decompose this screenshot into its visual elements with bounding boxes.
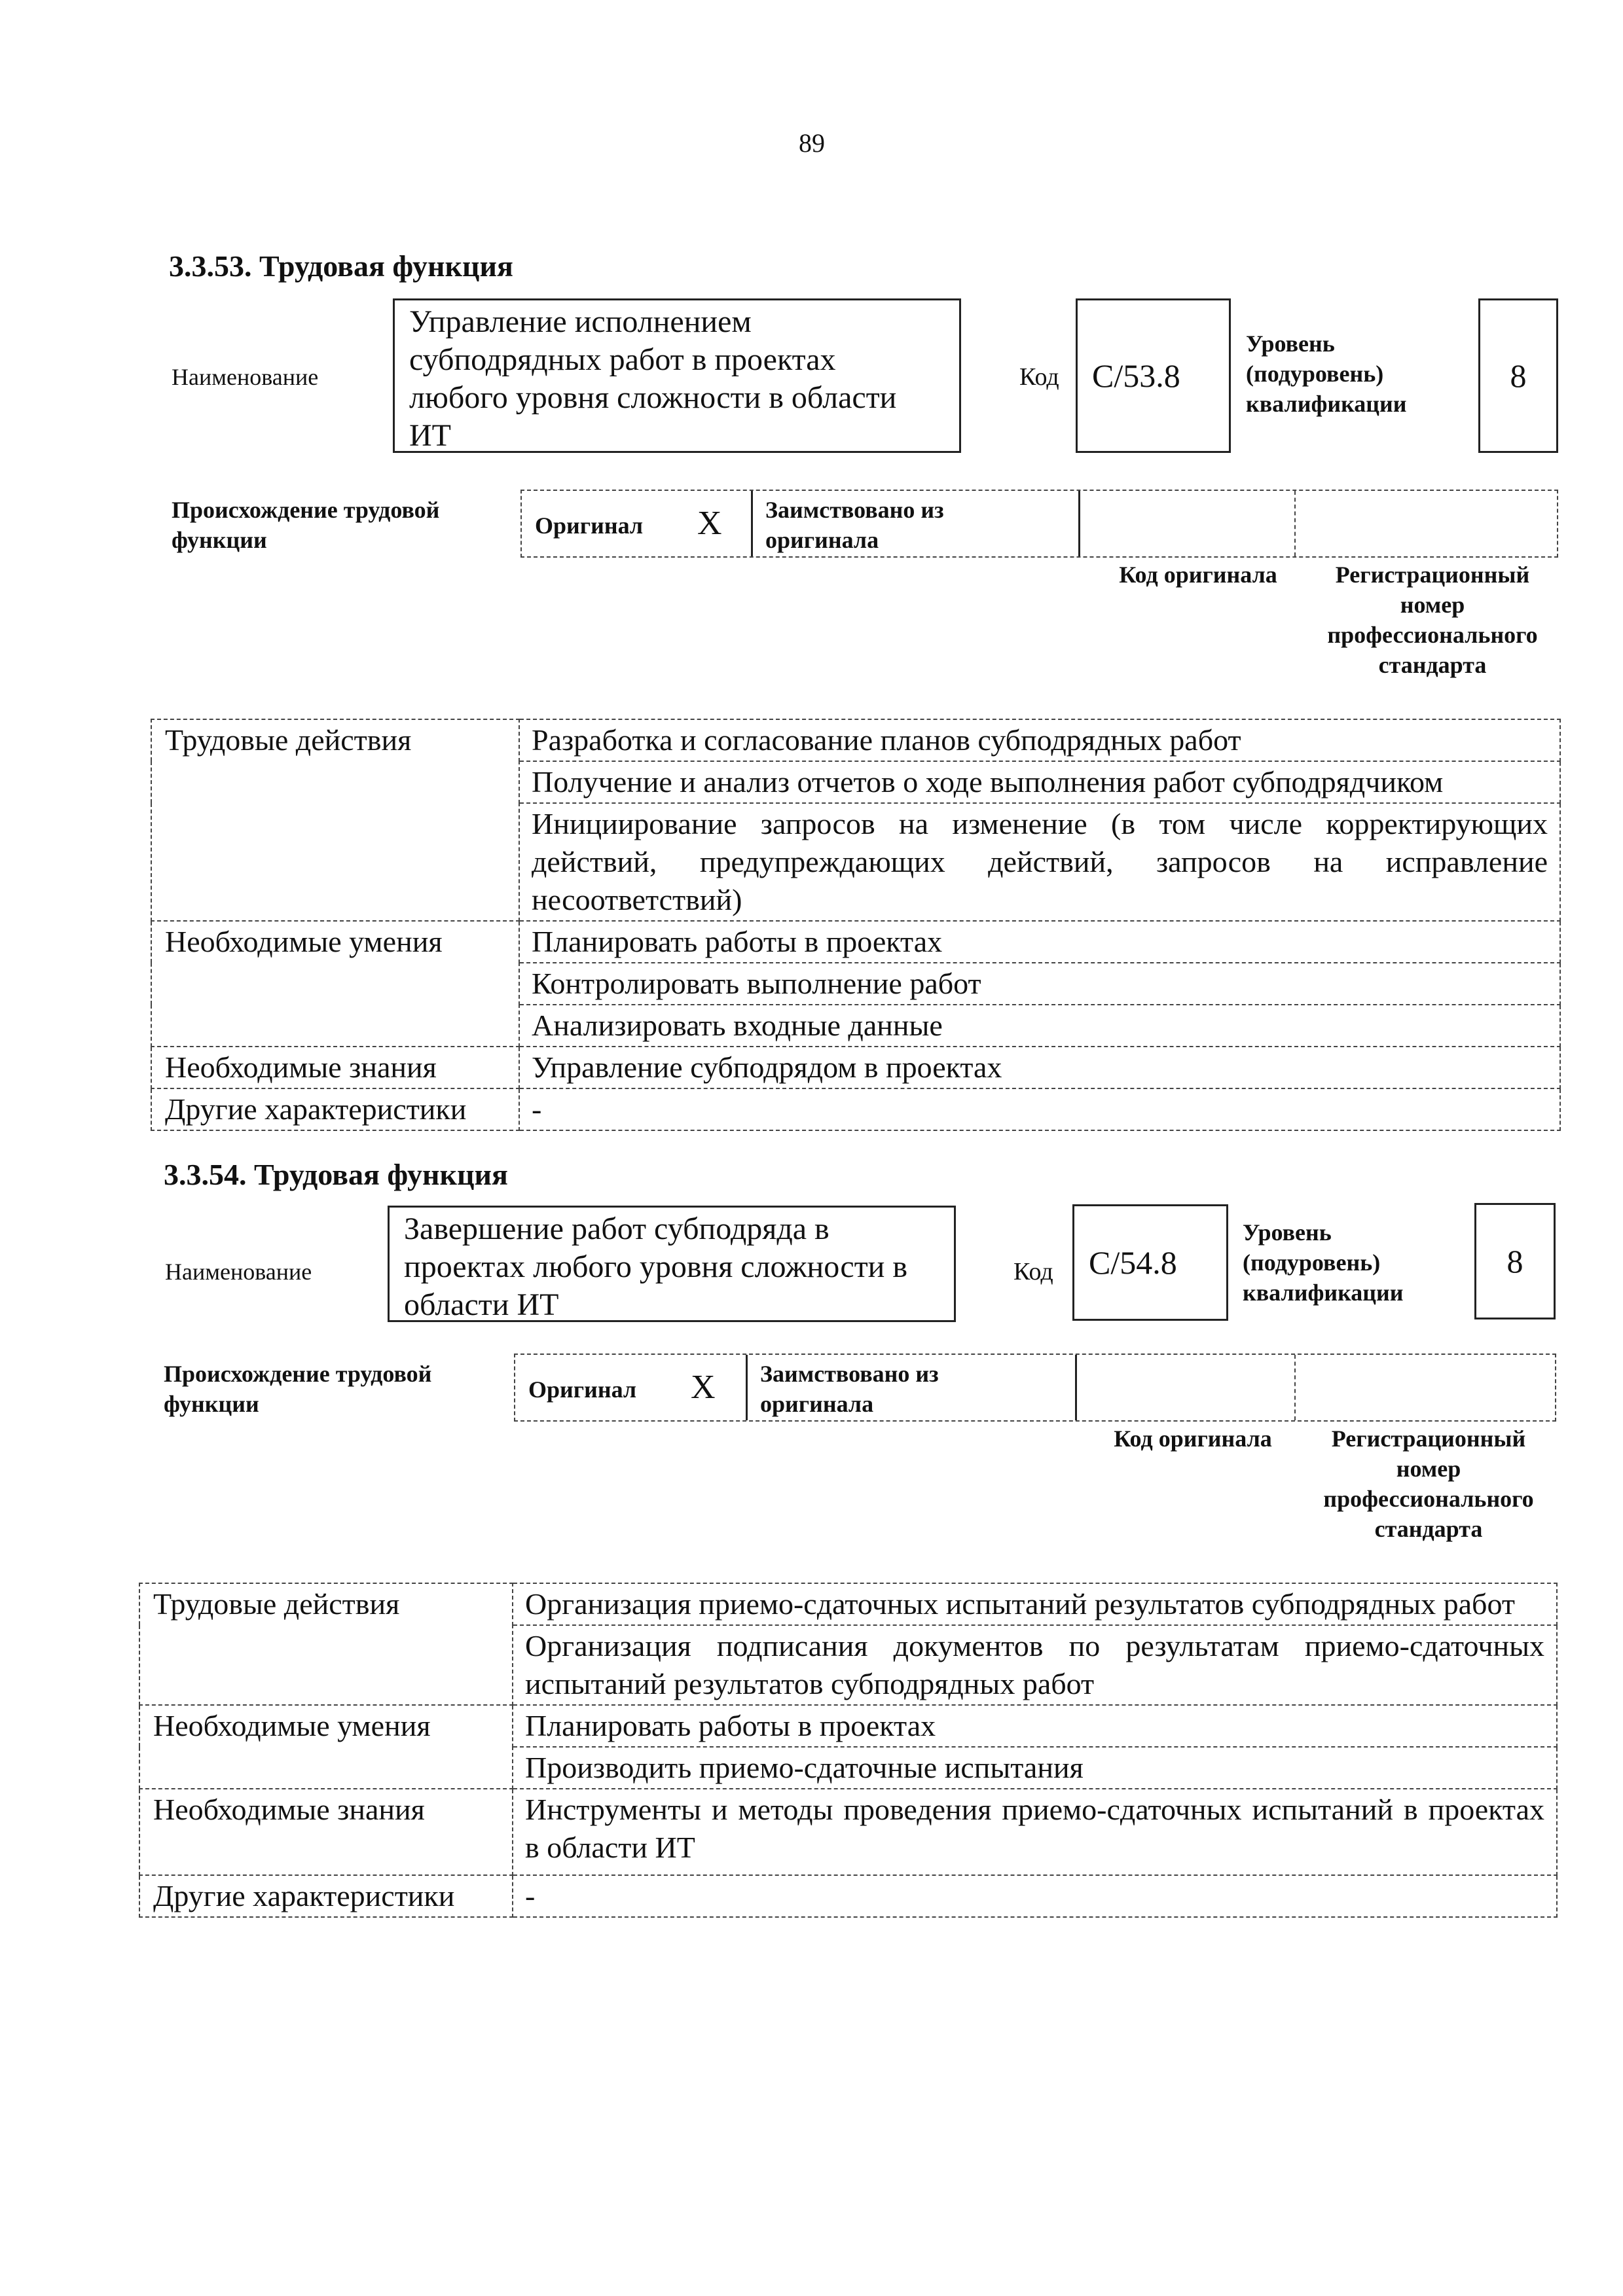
table-cell: Инициирование запросов на изменение (в том числе корректирующих действий, предупреждающих действий, запросов на исправление несоответствий): [519, 803, 1560, 921]
function-name-box-54: [388, 1206, 956, 1322]
origin-borrowed-line: Заимствовано из: [760, 1361, 939, 1387]
level-label-line: Уровень: [1243, 1219, 1332, 1246]
table-row: [151, 719, 1560, 761]
function-name-box-53: [393, 298, 961, 453]
table-row: [139, 1583, 1557, 1625]
name-label-53: Наименование: [172, 364, 319, 390]
function-name-line: любого уровня сложности в области: [409, 380, 897, 415]
table-cell: Планировать работы в проектах: [519, 921, 1560, 963]
table-cell: -: [519, 1088, 1560, 1130]
origin-label-53: [172, 495, 439, 555]
table-cell: Инструменты и методы проведения приемо-сдаточных испытаний в проектах в области ИТ: [513, 1789, 1557, 1875]
level-label-line: (подуровень): [1246, 361, 1384, 387]
code-label-54: Код: [1013, 1258, 1053, 1285]
table-row: [151, 1047, 1560, 1088]
reg-number-line: номер: [1396, 1456, 1461, 1482]
origin-label-line: функции: [164, 1391, 259, 1417]
table-cell: Разработка и согласование планов субподрядных работ: [519, 719, 1560, 761]
row-label-actions: Трудовые действия: [151, 719, 519, 921]
origin-divider: [1078, 491, 1080, 556]
code-box-54: [1072, 1204, 1228, 1321]
origin-borrowed-label: [760, 1359, 939, 1419]
origin-borrowed-line: оригинала: [765, 527, 879, 553]
table-cell: Управление субподрядом в проектах: [519, 1047, 1560, 1088]
reg-number-line: профессионального: [1327, 622, 1538, 648]
row-label-actions: Трудовые действия: [139, 1583, 513, 1705]
code-original-label-54: Код оригинала: [1114, 1426, 1272, 1452]
level-label-line: квалификации: [1243, 1280, 1404, 1306]
origin-borrowed-label: [765, 495, 944, 555]
function-name-line: области ИТ: [404, 1287, 559, 1322]
origin-mark: X: [697, 505, 722, 542]
code-original-label-53: Код оригинала: [1119, 562, 1277, 588]
row-label-knowledge: Необходимые знания: [139, 1789, 513, 1875]
table-row: [139, 1705, 1557, 1747]
page-number: 89: [799, 128, 825, 158]
row-label-knowledge: Необходимые знания: [151, 1047, 519, 1088]
section-title-54: 3.3.54. Трудовая функция: [164, 1158, 508, 1191]
row-label-other: Другие характеристики: [151, 1088, 519, 1130]
origin-label-line: Происхождение трудовой: [172, 497, 440, 523]
reg-number-line: стандарта: [1374, 1516, 1483, 1542]
origin-label-54: [164, 1359, 431, 1419]
row-label-skills: Необходимые умения: [139, 1705, 513, 1789]
origin-borrowed-line: оригинала: [760, 1391, 874, 1417]
reg-number-line: профессионального: [1323, 1486, 1534, 1512]
function-name-line: проектах любого уровня сложности в: [404, 1249, 908, 1284]
reg-number-label-53: [1308, 560, 1557, 680]
code-label-53: Код: [1019, 363, 1059, 391]
origin-original-label: Оригинал: [535, 512, 644, 539]
table-row: [151, 921, 1560, 963]
function-name-line: Завершение работ субподряда в: [404, 1211, 830, 1246]
reg-number-label-54: [1304, 1424, 1553, 1544]
level-value-54: 8: [1506, 1243, 1523, 1280]
function-name-line: ИТ: [409, 418, 451, 453]
origin-divider: [1294, 491, 1296, 556]
origin-divider: [751, 491, 753, 556]
table-cell: Организация подписания документов по результатам приемо-сдаточных испытаний результатов субподрядных работ: [513, 1625, 1557, 1705]
origin-label-line: функции: [172, 527, 267, 553]
reg-number-line: Регистрационный: [1335, 562, 1530, 588]
function-table-53: [151, 719, 1561, 1131]
code-value-53: C/53.8: [1092, 357, 1180, 394]
origin-table-54: [514, 1354, 1556, 1422]
table-cell: Планировать работы в проектах: [513, 1705, 1557, 1747]
table-cell: Контролировать выполнение работ: [519, 963, 1560, 1005]
table-cell: Анализировать входные данные: [519, 1005, 1560, 1047]
reg-number-line: Регистрационный: [1331, 1426, 1526, 1452]
table-cell: Получение и анализ отчетов о ходе выполнения работ субподрядчиком: [519, 761, 1560, 803]
row-label-other: Другие характеристики: [139, 1875, 513, 1917]
reg-number-line: стандарта: [1378, 652, 1487, 678]
origin-label-line: Происхождение трудовой: [164, 1361, 432, 1387]
table-row: [151, 1088, 1560, 1130]
level-label-line: Уровень: [1246, 331, 1335, 357]
table-cell: -: [513, 1875, 1557, 1917]
function-name-line: субподрядных работ в проектах: [409, 342, 836, 377]
level-box-53: [1478, 298, 1558, 453]
level-label-54: [1243, 1217, 1404, 1308]
level-label-line: квалификации: [1246, 391, 1407, 417]
name-label-54: Наименование: [165, 1259, 312, 1285]
origin-divider: [1294, 1355, 1296, 1420]
reg-number-line: номер: [1400, 592, 1465, 618]
origin-borrowed-line: Заимствовано из: [765, 497, 944, 523]
origin-original-label: Оригинал: [528, 1376, 637, 1403]
level-value-53: 8: [1510, 357, 1527, 394]
level-label-line: (подуровень): [1243, 1249, 1381, 1276]
table-row: [139, 1875, 1557, 1917]
table-cell: Производить приемо-сдаточные испытания: [513, 1747, 1557, 1789]
function-name-line: Управление исполнением: [409, 304, 752, 339]
origin-mark: X: [691, 1369, 716, 1406]
row-label-skills: Необходимые умения: [151, 921, 519, 1047]
table-row: [139, 1789, 1557, 1875]
code-value-54: C/54.8: [1089, 1244, 1177, 1281]
origin-table-53: [520, 490, 1558, 558]
table-cell: Организация приемо-сдаточных испытаний результатов субподрядных работ: [513, 1583, 1557, 1625]
level-label-53: [1246, 329, 1407, 419]
level-box-54: [1474, 1203, 1556, 1319]
section-title-53: 3.3.53. Трудовая функция: [169, 249, 513, 283]
origin-divider: [746, 1355, 748, 1420]
origin-divider: [1075, 1355, 1077, 1420]
code-box-53: [1076, 298, 1231, 453]
function-table-54: [139, 1583, 1558, 1918]
